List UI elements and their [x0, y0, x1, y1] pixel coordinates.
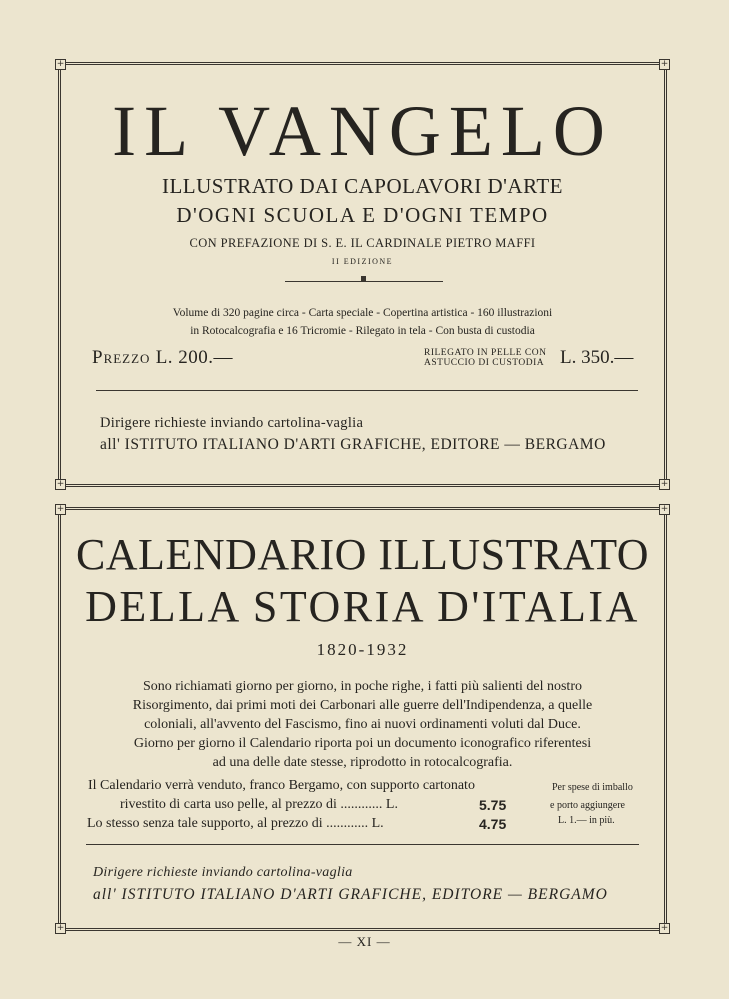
- corner-ornament-icon: +: [660, 479, 669, 489]
- offer-line-2: rivestito di carta uso pelle, al prezzo di ............ L.: [120, 797, 398, 812]
- paragraph-line: coloniali, all'avvento del Fascismo, fino ai nuovi ordinamenti voluti dal Duce.: [144, 717, 581, 732]
- corner-ornament-icon: +: [56, 504, 65, 514]
- price-value: L. 200.—: [155, 347, 234, 368]
- description-line-2: in Rotocalcografia e 16 Tricromie - Rilegato in tela - Con busta di custodia: [190, 325, 535, 337]
- corner-ornament-icon: +: [660, 923, 669, 933]
- subtitle-line-1: ILLUSTRATO DAI CAPOLAVORI D'ARTE: [161, 174, 563, 198]
- leather-binding-note: [424, 348, 546, 368]
- shipping-note-line-1: Per spese di imballo: [552, 782, 633, 793]
- edition-label: II EDIZIONE: [331, 257, 394, 266]
- ornament-diamond-icon: [361, 276, 366, 281]
- page-number: — XI —: [338, 934, 391, 949]
- divider: [86, 844, 639, 845]
- leather-note-line-2: ASTUCCIO DI CUSTODIA: [424, 358, 545, 368]
- corner-ornament-icon: +: [56, 479, 65, 489]
- leather-note-line-1: RILEGATO IN PELLE CON: [424, 348, 547, 358]
- advertisement-calendario: [56, 504, 669, 933]
- paragraph-line: Risorgimento, dai primi moti dei Carbonari alle guerre dell'Indipendenza, a quelle: [132, 698, 593, 713]
- shipping-note-line-3: L. 1.— in più.: [558, 815, 615, 826]
- paragraph-line: Sono richiamati giorno per giorno, in poche righe, i fatti più salienti del nostro: [143, 679, 582, 694]
- publisher-address: all' ISTITUTO ITALIANO D'ARTI GRAFICHE, EDITORE — BERGAMO: [100, 436, 606, 453]
- offer-line-3: Lo stesso senza tale supporto, al prezzo di ............ L.: [87, 816, 384, 831]
- ornament-rule: [285, 281, 443, 282]
- corner-ornament-icon: +: [660, 504, 669, 514]
- price-standard: [92, 347, 233, 369]
- offer-price-1: 5.75: [479, 797, 507, 813]
- preface-credit: CON PREFAZIONE DI S. E. IL CARDINALE PIETRO MAFFI: [189, 236, 536, 250]
- paragraph-line: Giorno per giorno il Calendario riporta poi un documento iconografico riferentesi: [133, 736, 592, 751]
- calendar-title-line-1: CALENDARIO ILLUSTRATO: [75, 530, 650, 579]
- advertisement-vangelo: [56, 59, 669, 489]
- offer-price-2: 4.75: [479, 816, 507, 832]
- book-title: IL VANGELO: [112, 91, 613, 171]
- price-leather: L. 350.—: [560, 347, 634, 368]
- paragraph-line: ad una delle date stesse, riprodotto in rotocalcografia.: [212, 755, 513, 770]
- price-label: Prezzo: [92, 347, 151, 368]
- subtitle-line-2: D'OGNI SCUOLA E D'OGNI TEMPO: [176, 203, 549, 227]
- divider: [96, 390, 638, 391]
- corner-ornament-icon: +: [56, 923, 65, 933]
- publisher-address: all' ISTITUTO ITALIANO D'ARTI GRAFICHE, EDITORE — BERGAMO: [93, 886, 608, 903]
- order-instructions: Dirigere richieste inviando cartolina-vaglia: [93, 865, 353, 880]
- corner-ornament-icon: +: [56, 59, 65, 69]
- offer-line-1: Il Calendario verrà venduto, franco Bergamo, con supporto cartonato: [88, 778, 475, 793]
- shipping-note-line-2: e porto aggiungere: [550, 800, 625, 811]
- year-range: 1820-1932: [316, 640, 409, 659]
- calendar-title-line-2: DELLA STORIA D'ITALIA: [85, 582, 640, 631]
- description-line-1: Volume di 320 pagine circa - Carta speciale - Copertina artistica - 160 illustrazioni: [172, 307, 553, 319]
- order-instructions: Dirigere richieste inviando cartolina-vaglia: [100, 415, 364, 431]
- corner-ornament-icon: +: [660, 59, 669, 69]
